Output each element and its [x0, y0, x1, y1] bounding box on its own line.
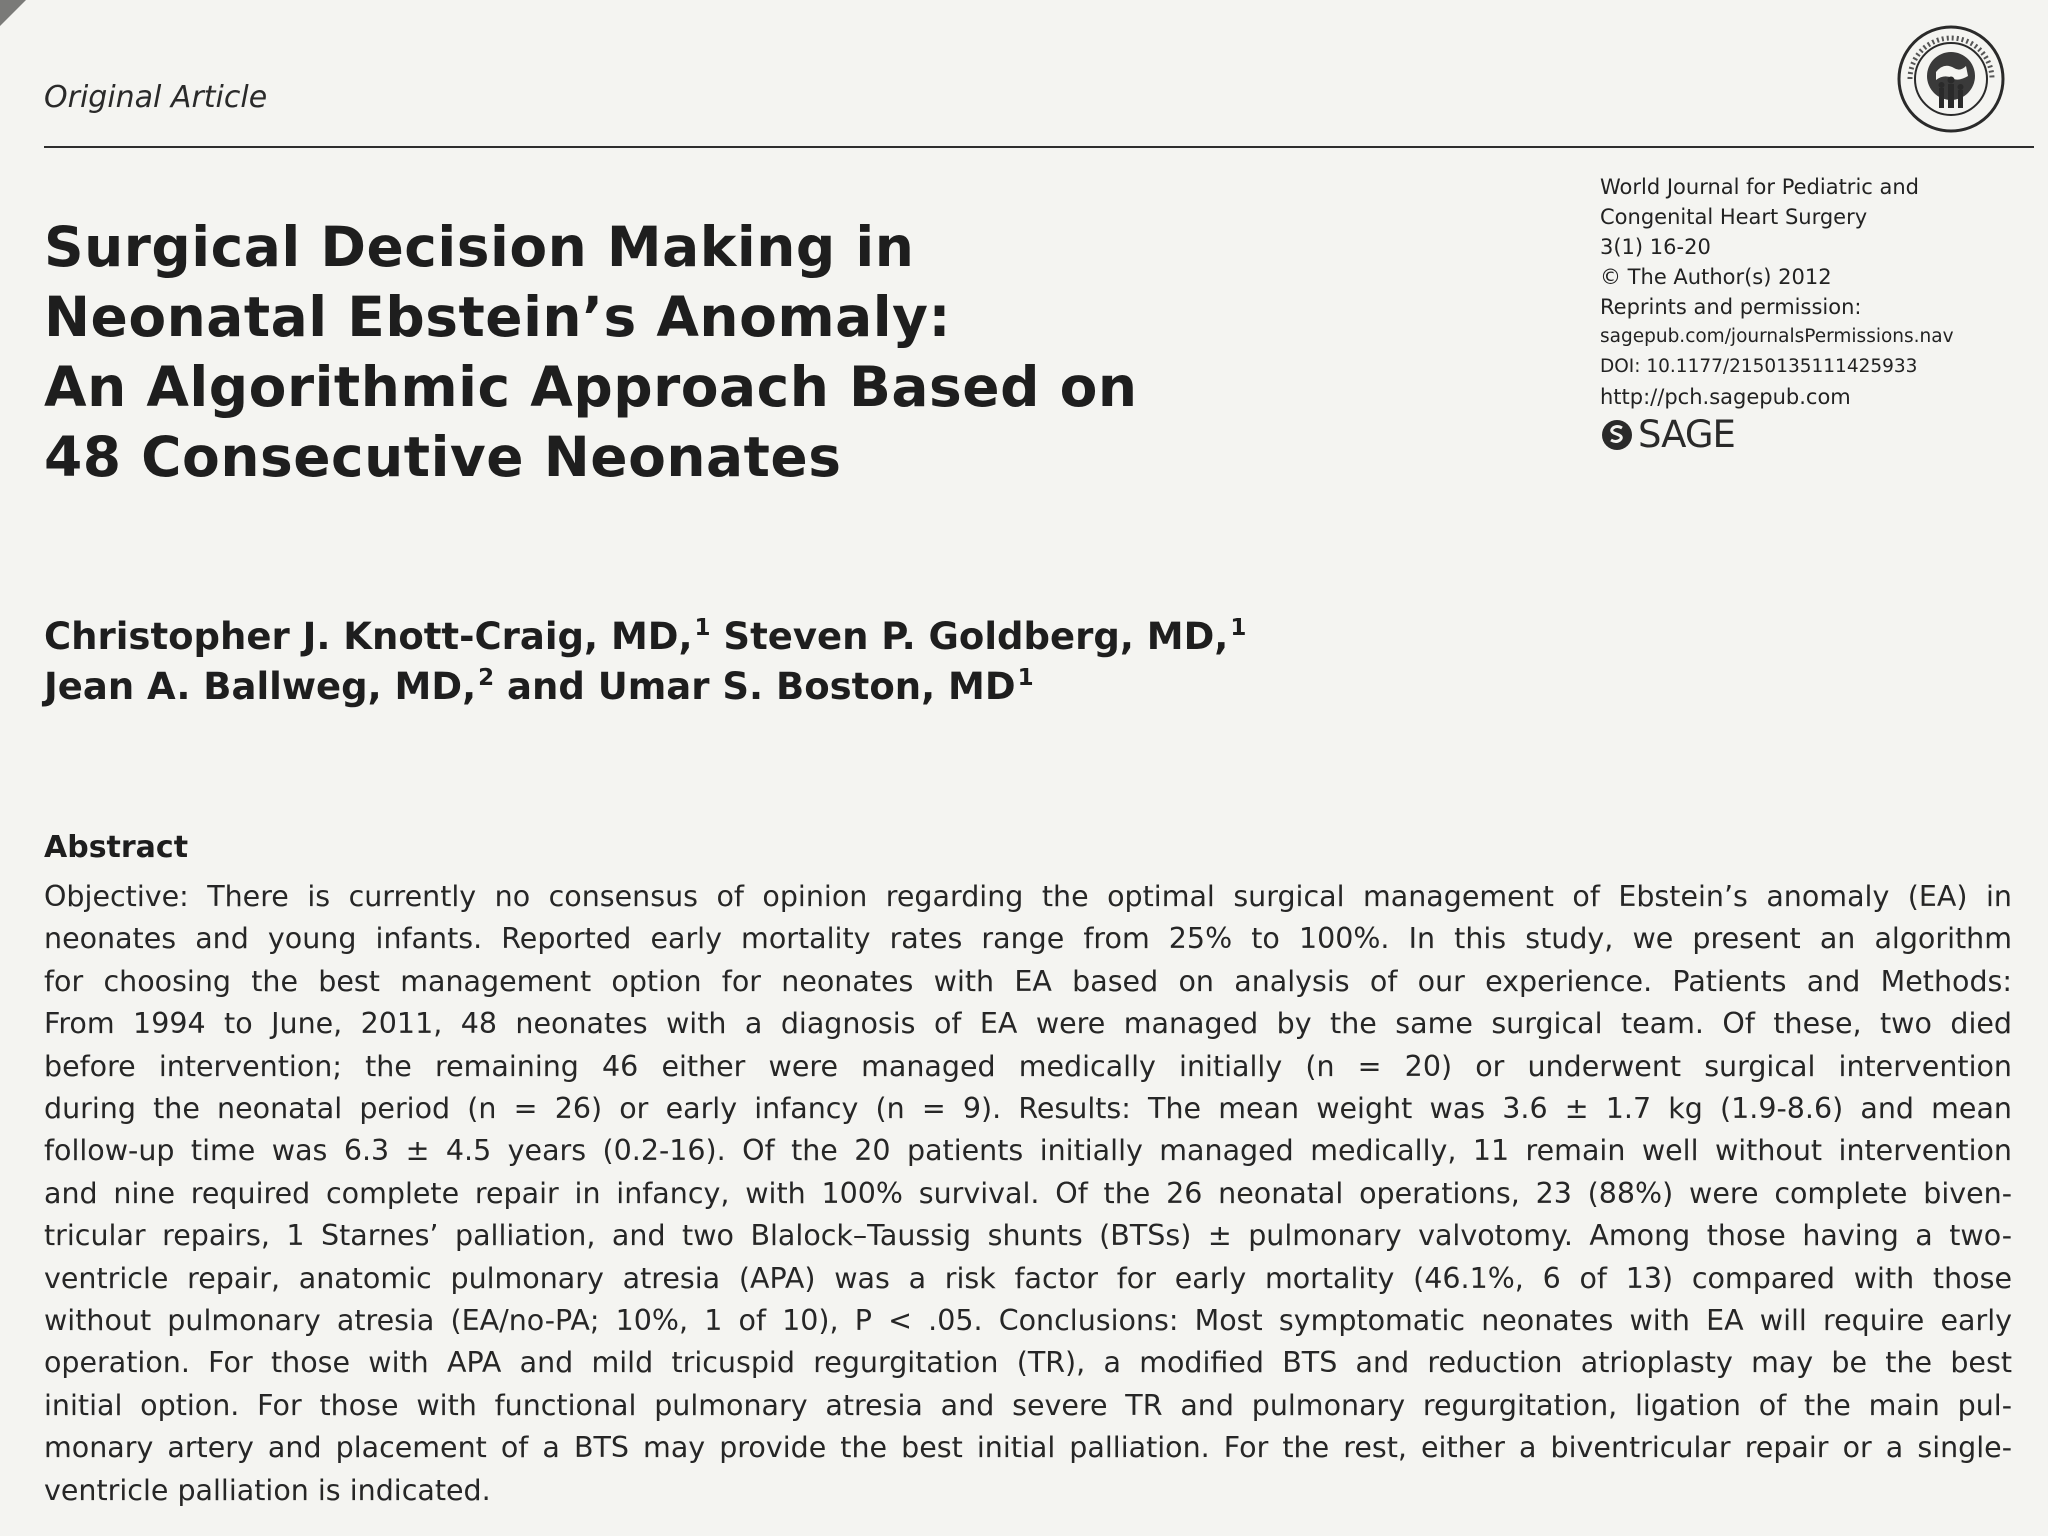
- journal-name-line: World Journal for Pediatric and: [1600, 175, 1920, 199]
- header-divider: [44, 146, 2034, 148]
- reprints-label: Reprints and permission:: [1600, 295, 1862, 319]
- affiliation-marker: 2: [478, 665, 495, 691]
- abstract-line: during the neonatal period (n = 26) or early infancy (n = 9). Results: The mean weight was 3.6 ± 1.7 kg (1.9-8.6) and mean: [44, 1092, 2012, 1126]
- abstract-line: From 1994 to June, 2011, 48 neonates with a diagnosis of EA were managed by the same surgical team. Of these, two died: [44, 1007, 2012, 1041]
- author-name: Christopher J. Knott-Craig, MD,: [44, 615, 693, 658]
- abstract-line: monary artery and placement of a BTS may provide the best initial palliation. For the rest, either a biventricular repair or a single-: [44, 1431, 2012, 1465]
- journal-metadata: [1600, 172, 2040, 456]
- title-line: Surgical Decision Making in: [44, 215, 915, 279]
- author-line: [44, 612, 1444, 662]
- author-line: [44, 662, 1444, 712]
- affiliation-marker: 1: [694, 615, 711, 641]
- author-name: Jean A. Ballweg, MD,: [44, 665, 477, 708]
- abstract-line: ventricle repair, anatomic pulmonary atresia (APA) was a risk factor for early mortality (46.1%, 6 of 13) compared with those: [44, 1261, 2012, 1295]
- affiliation-marker: 1: [1017, 665, 1034, 691]
- abstract-line: ventricle palliation is indicated.: [44, 1473, 491, 1507]
- abstract-line: operation. For those with APA and mild tricuspid regurgitation (TR), a modified BTS and reduction atrioplasty may be the best: [44, 1346, 2012, 1380]
- abstract-line: without pulmonary atresia (EA/no-PA; 10%, 1 of 10), P < .05. Conclusions: Most symptomatic neonates with EA will require early: [44, 1304, 2012, 1338]
- sage-logo: [1600, 413, 2040, 456]
- article-title: [44, 212, 1224, 492]
- society-logo-icon: [1896, 24, 2006, 134]
- journal-site-link[interactable]: http://pch.sagepub.com: [1600, 385, 1851, 409]
- abstract-line: follow-up time was 6.3 ± 4.5 years (0.2-16). Of the 20 patients initially managed medically, 11 remain well without intervention: [44, 1134, 2012, 1168]
- publisher-name: SAGE: [1638, 413, 1735, 456]
- scan-corner-shadow: [0, 0, 26, 26]
- abstract-line: before intervention; the remaining 46 either were managed medically initially (n = 20) or underwent surgical intervention: [44, 1049, 2012, 1083]
- abstract-line: initial option. For those with functional pulmonary atresia and severe TR and pulmonary regurgitation, ligation of the main pul-: [44, 1388, 2012, 1422]
- abstract-line: neonates and young infants. Reported early mortality rates range from 25% to 100%. In this study, we present an algorithm: [44, 922, 2012, 956]
- author-name: Steven P. Goldberg, MD,: [710, 615, 1229, 658]
- title-line: Neonatal Ebstein’s Anomaly:: [44, 285, 951, 349]
- title-line: An Algorithmic Approach Based on: [44, 355, 1138, 419]
- author-list: [44, 612, 1444, 712]
- article-type-label: Original Article: [44, 80, 268, 115]
- copyright-notice: © The Author(s) 2012: [1600, 265, 1832, 289]
- abstract-line: for choosing the best management option for neonates with EA based on analysis of our experience. Patients and Methods:: [44, 964, 2012, 998]
- permissions-link[interactable]: sagepub.com/journalsPermissions.nav: [1600, 326, 1954, 347]
- doi-link[interactable]: DOI: 10.1177/2150135111425933: [1600, 356, 1918, 377]
- abstract-line: tricular repairs, 1 Starnes’ palliation, and two Blalock–Taussig shunts (BTSs) ± pulmonary valvotomy. Among those having a two-: [44, 1219, 2012, 1253]
- abstract-line: Objective: There is currently no consensus of opinion regarding the optimal surgical management of Ebstein’s anomaly (EA) in: [44, 880, 2012, 913]
- title-line: 48 Consecutive Neonates: [44, 425, 842, 489]
- abstract-heading: Abstract: [44, 830, 189, 865]
- affiliation-marker: 1: [1230, 615, 1247, 641]
- journal-volume: 3(1) 16-20: [1600, 235, 1711, 259]
- journal-name-line: Congenital Heart Surgery: [1600, 205, 1868, 229]
- author-name: and Umar S. Boston, MD: [494, 665, 1016, 708]
- sage-emblem-icon: [1600, 418, 1634, 452]
- abstract-line: and nine required complete repair in infancy, with 100% survival. Of the 26 neonatal operations, 23 (88%) were complete biven-: [44, 1176, 2012, 1210]
- abstract-body: [44, 876, 2012, 1512]
